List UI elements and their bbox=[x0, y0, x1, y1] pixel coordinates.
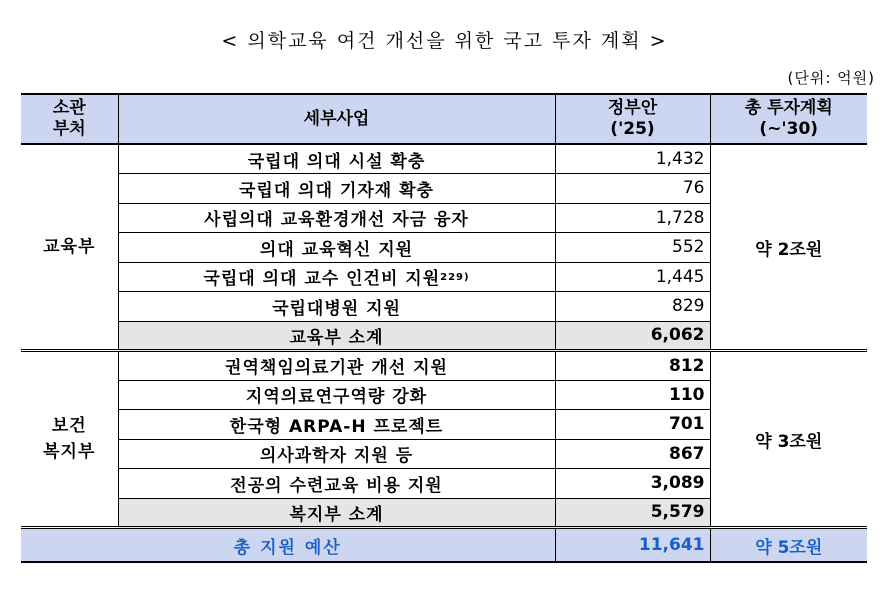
grand-total-plan: 약 5조원 bbox=[710, 528, 867, 563]
subtotal-value: 6,062 bbox=[555, 321, 710, 351]
ministry-cell-moe: 교육부 bbox=[21, 144, 118, 351]
project-value: 76 bbox=[555, 174, 710, 204]
subtotal-label: 복지부 소계 bbox=[118, 498, 555, 528]
ministry-cell-mohw: 보건 복지부 bbox=[21, 351, 118, 528]
investment-table bbox=[21, 93, 867, 563]
project-value: 867 bbox=[555, 439, 710, 469]
grand-total-value: 11,641 bbox=[555, 528, 710, 563]
project-name: 의대 교육혁신 지원 bbox=[118, 233, 555, 263]
page-title: < 의학교육 여건 개선을 위한 국고 투자 계획 > bbox=[221, 30, 668, 52]
project-name: 국립대병원 지원 bbox=[118, 292, 555, 322]
project-name: 권역책임의료기관 개선 지원 bbox=[118, 351, 555, 381]
project-value: 829 bbox=[555, 292, 710, 322]
project-name: 지역의료연구역량 강화 bbox=[118, 380, 555, 410]
table-row bbox=[21, 144, 867, 174]
header-ministry: 소관 부처 bbox=[21, 94, 118, 144]
grand-total-label: 총 지원 예산 bbox=[21, 528, 555, 563]
project-name: 의사과학자 지원 등 bbox=[118, 439, 555, 469]
subtotal-value: 5,579 bbox=[555, 498, 710, 528]
project-name: 국립대 의대 기자재 확충 bbox=[118, 174, 555, 204]
project-value: 1,728 bbox=[555, 203, 710, 233]
project-value: 812 bbox=[555, 351, 710, 381]
header-project: 세부사업 bbox=[118, 94, 555, 144]
header-gov: 정부안 ('25) bbox=[555, 94, 710, 144]
project-name: 한국형 ARPA-H 프로젝트 bbox=[118, 410, 555, 440]
total-plan-mohw: 약 3조원 bbox=[710, 351, 867, 528]
unit-label: (단위: 억원) bbox=[787, 69, 875, 87]
project-value: 1,445 bbox=[555, 262, 710, 292]
subtotal-label: 교육부 소계 bbox=[118, 321, 555, 351]
project-value: 110 bbox=[555, 380, 710, 410]
project-value: 552 bbox=[555, 233, 710, 263]
total-plan-moe: 약 2조원 bbox=[710, 144, 867, 351]
project-name: 국립대 의대 교수 인건비 지원$^{229)}$ bbox=[118, 262, 555, 292]
project-name: 국립대 의대 시설 확충 bbox=[118, 144, 555, 174]
table-row bbox=[21, 351, 867, 381]
footnote-marker: 229) bbox=[440, 272, 470, 284]
project-value: 3,089 bbox=[555, 469, 710, 499]
header-row bbox=[21, 94, 867, 144]
project-value: 1,432 bbox=[555, 144, 710, 174]
header-total: 총 투자계획 (~'30) bbox=[710, 94, 867, 144]
project-value: 701 bbox=[555, 410, 710, 440]
project-name: 사립의대 교육환경개선 자금 융자 bbox=[118, 203, 555, 233]
grand-total-row bbox=[21, 528, 867, 563]
project-name: 전공의 수련교육 비용 지원 bbox=[118, 469, 555, 499]
